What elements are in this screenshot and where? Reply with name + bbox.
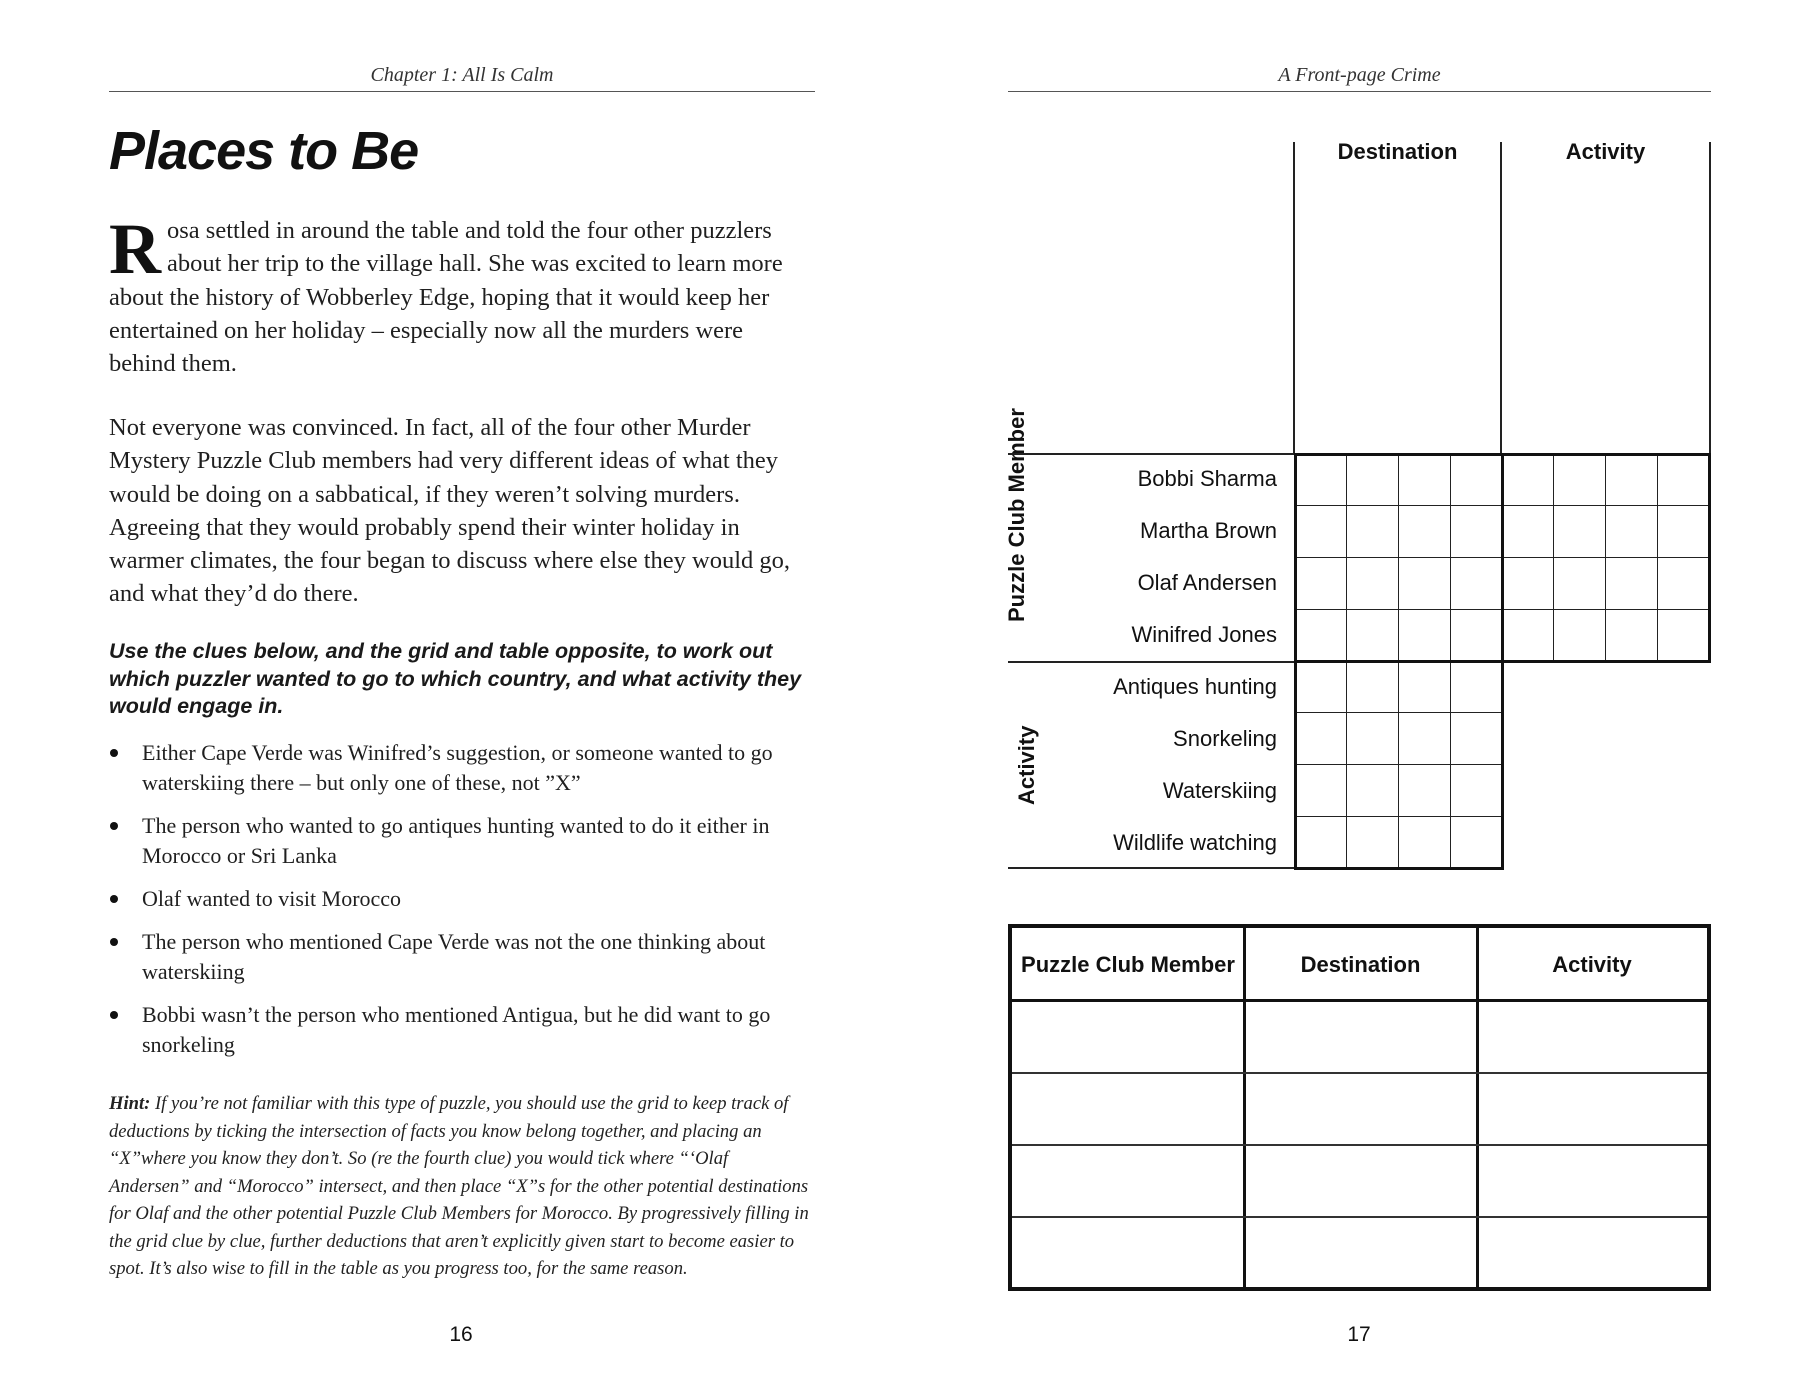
right-page bbox=[905, 0, 1811, 1399]
bullet-icon bbox=[110, 895, 118, 903]
activity-side-heading: Activity bbox=[1014, 725, 1039, 805]
member-side-heading: Puzzle Club Member bbox=[1004, 408, 1029, 622]
bullet-icon bbox=[110, 822, 118, 830]
activity-heading: Activity bbox=[1565, 139, 1646, 164]
bullet-icon bbox=[110, 749, 118, 757]
row-label-olaf-andersen: Olaf Andersen bbox=[1137, 570, 1277, 595]
answer-cell[interactable] bbox=[1012, 1146, 1243, 1216]
clue-item bbox=[109, 738, 815, 798]
member-destination-block bbox=[1294, 453, 1504, 663]
hint-text: If you’re not familiar with this type of puzzle, you should use the grid to keep track of deductions by ticking the intersection of facts you know belong together, and placing an “X”where you know they don’t. So (re the fourth clue) you would tick where “‘Olaf Andersen” and “Morocco” intersect, and then place “X”s for the other potential destinations for Olaf and the other potential Puzzle Club Members for Morocco. By progressively filling in the grid clue by clue, further deductions that aren’t explicitly given start to become easier to spot. It’s also wise to fill in the table as you progress too, for the same reason. bbox=[109, 1093, 809, 1279]
clue-text: The person who wanted to go antiques hunting wanted to do it either in Morocco or Sri Lanka bbox=[142, 813, 770, 868]
answer-cell[interactable] bbox=[1245, 1002, 1476, 1072]
hint-label: Hint: bbox=[109, 1093, 151, 1114]
hint-paragraph bbox=[109, 1090, 809, 1283]
clue-text: Either Cape Verde was Winifred’s suggestion, or someone wanted to go waterskiing there – but only one of these, not ”X” bbox=[142, 740, 773, 795]
answer-cell[interactable] bbox=[1478, 1146, 1707, 1216]
clue-text: Bobbi wasn’t the person who mentioned Antigua, but he did want to go snorkeling bbox=[142, 1002, 771, 1057]
page-title: Places to Be bbox=[109, 121, 419, 181]
row-label-waterskiing: Waterskiing bbox=[1162, 778, 1277, 803]
answer-cell[interactable] bbox=[1245, 1146, 1476, 1216]
answer-cell[interactable] bbox=[1478, 1002, 1707, 1072]
column-divider bbox=[1293, 142, 1295, 454]
clue-list bbox=[109, 738, 815, 1073]
logic-grid bbox=[905, 0, 1811, 900]
page-number: 17 bbox=[1347, 1323, 1371, 1346]
row-label-antiques-hunting: Antiques hunting bbox=[1113, 674, 1277, 699]
drop-cap: R bbox=[109, 209, 161, 289]
column-divider bbox=[1709, 142, 1711, 454]
answer-cell[interactable] bbox=[1478, 1218, 1707, 1288]
row-divider bbox=[1008, 867, 1294, 869]
column-divider bbox=[1500, 142, 1502, 454]
clue-item bbox=[109, 927, 815, 987]
running-head: Chapter 1: All Is Calm bbox=[370, 64, 554, 86]
answer-table bbox=[1008, 924, 1711, 1291]
row-label-bobbi-sharma: Bobbi Sharma bbox=[1137, 466, 1277, 491]
answer-cell[interactable] bbox=[1478, 1074, 1707, 1144]
clue-item bbox=[109, 884, 815, 914]
second-paragraph: Not everyone was convinced. In fact, all of the four other Murder Mystery Puzzle Club members had very different ideas of what they would be doing on a sabbatical, if they weren’t solving murders. Agreeing that they would probably spend their winter holiday in warmer climates, the four began to discuss where else they would go, and what they’d do there. bbox=[109, 414, 791, 608]
header-rule bbox=[109, 91, 815, 92]
clue-text: The person who mentioned Cape Verde was not the one thinking about waterskiing bbox=[142, 929, 766, 984]
answer-cell[interactable] bbox=[1245, 1218, 1476, 1288]
page-number: 16 bbox=[449, 1323, 473, 1346]
row-label-winifred-jones: Winifred Jones bbox=[1131, 622, 1277, 647]
row-divider bbox=[1008, 453, 1294, 455]
row-label-martha-brown: Martha Brown bbox=[1140, 518, 1277, 543]
bullet-icon bbox=[110, 1011, 118, 1019]
intro-text: osa settled in around the table and told the four other puzzlers about her trip to the village hall. She was excited to learn more about the history of Wobberley Edge, hoping that it would keep her entertained on her holiday – especially now all the murders were behind them. bbox=[109, 217, 783, 378]
instructions: Use the clues below, and the grid and table opposite, to work out which puzzler wanted to go to which country, and what activity they would engage in. bbox=[109, 639, 802, 718]
left-page bbox=[0, 0, 905, 1399]
table-header-activity: Activity bbox=[1552, 952, 1632, 977]
answer-cell[interactable] bbox=[1012, 1074, 1243, 1144]
clue-item bbox=[109, 811, 815, 871]
clue-item bbox=[109, 1000, 815, 1060]
answer-cell[interactable] bbox=[1245, 1074, 1476, 1144]
table-header-destination: Destination bbox=[1300, 952, 1421, 977]
intro-paragraph bbox=[109, 209, 815, 380]
answer-cell[interactable] bbox=[1012, 1218, 1243, 1288]
activity-destination-block bbox=[1294, 660, 1504, 870]
row-divider bbox=[1008, 661, 1294, 663]
clue-text: Olaf wanted to visit Morocco bbox=[142, 886, 402, 911]
row-label-snorkeling: Snorkeling bbox=[1173, 726, 1277, 751]
table-header-member: Puzzle Club Member bbox=[1021, 952, 1235, 977]
bullet-icon bbox=[110, 938, 118, 946]
destination-heading: Destination bbox=[1337, 139, 1458, 164]
running-head: A Front-page Crime bbox=[1278, 64, 1441, 86]
answer-cell[interactable] bbox=[1012, 1002, 1243, 1072]
row-label-wildlife-watching: Wildlife watching bbox=[1113, 830, 1277, 855]
member-activity-block bbox=[1501, 453, 1711, 663]
